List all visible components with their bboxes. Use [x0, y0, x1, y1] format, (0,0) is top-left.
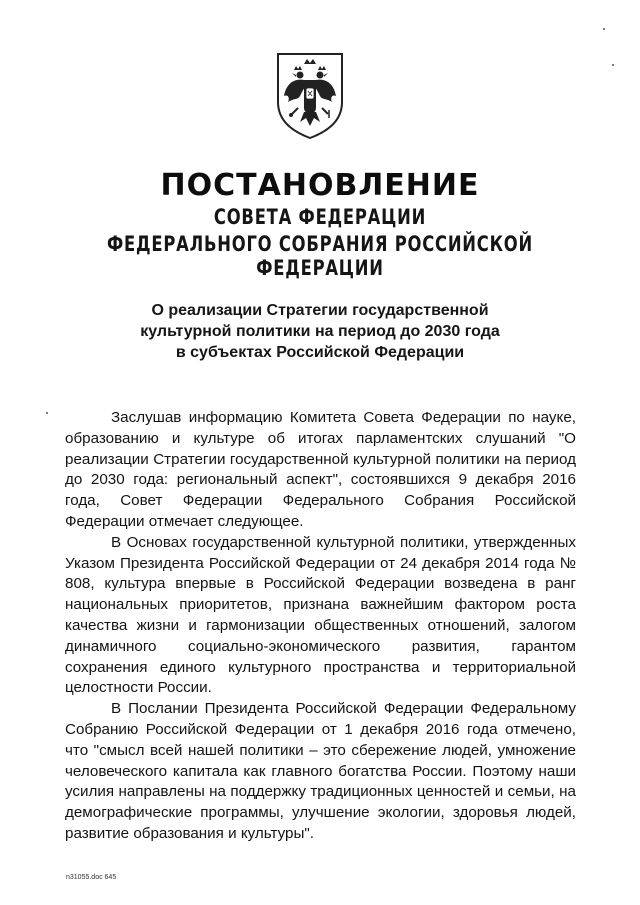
decree-subject	[0, 300, 640, 363]
document-body	[65, 408, 576, 845]
subject-line-1: О реализации Стратегии государственной	[151, 302, 489, 319]
subject-line-2: культурной политики на период до 2030 года	[140, 323, 500, 340]
body-paragraph-2: В Основах государственной культурной политики, утвержденных Указом Президента Российской Федерации от 24 декабря 2014 года № 808, культура впервые в Российской Федерации возведена в ранг национальных приоритетов, признана важнейшим фактором роста качества жизни и гармонизации общественных отношений, залогом динамичного социально-экономического развития, гарантом сохранения единого культурного пространства и территориальной целостности России.	[65, 533, 576, 697]
scan-speck	[603, 28, 605, 30]
body-paragraph-3: В Послании Президента Российской Федерации Федеральному Собранию Российской Федерации от 1 декабря 2016 года отмечено, что "смысл всей нашей политики – это сбережение людей, умножение человеческого капитала как главного богатства России. Поэтому наши усилия направлены на поддержку традиционных ценностей и семьи, на демографические программы, улучшение экологии, здоровья людей, развитие образования и культуры".	[65, 700, 576, 842]
subject-line-3: в субъектах Российской Федерации	[175, 344, 465, 361]
coat-of-arms-emblem	[274, 50, 346, 140]
issuer-line-2: ФЕДЕРАЛЬНОГО СОБРАНИЯ РОССИЙСКОЙ ФЕДЕРАЦИИ	[107, 232, 533, 280]
decree-title: ПОСТАНОВЛЕНИЕ	[160, 168, 480, 203]
issuer-line-1: СОВЕТА ФЕДЕРАЦИИ	[213, 205, 427, 229]
document-code: n31055.doc 645	[66, 874, 117, 881]
body-paragraph-1: Заслушав информацию Комитета Совета Федерации по науке, образованию и культуре об итогах парламентских слушаний "О реализации Стратегии государственной культурной политики на период до 2030 года: региональный аспект", состоявшихся 9 декабря 2016 года, Совет Федерации Федерального Собрания Российской Федерации отмечает следующее.	[65, 409, 576, 530]
scan-speck	[46, 412, 48, 414]
scan-speck	[612, 64, 614, 66]
